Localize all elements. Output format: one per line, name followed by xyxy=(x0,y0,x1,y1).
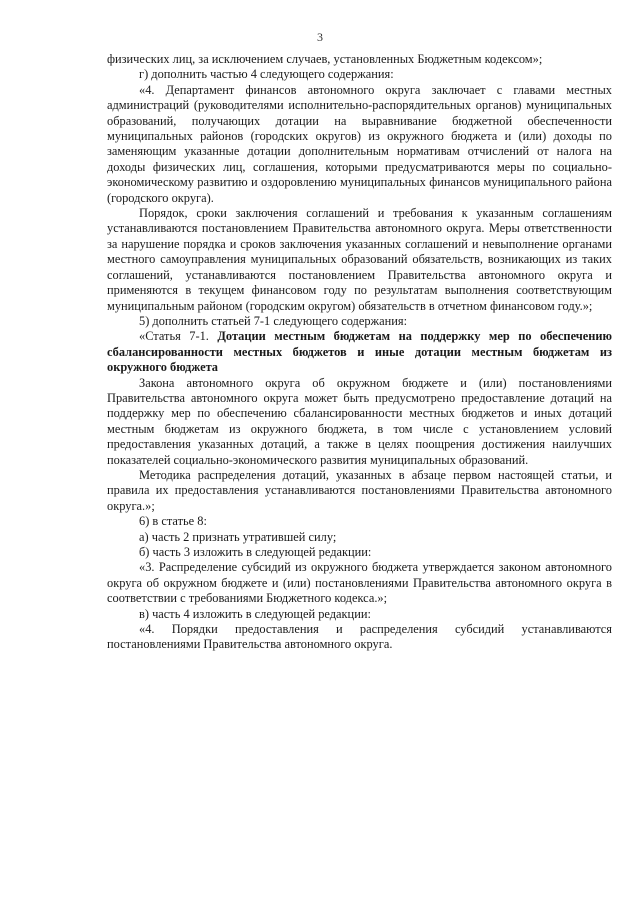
paragraph: б) часть 3 изложить в следующей редакции: xyxy=(139,545,372,559)
paragraph: в) часть 4 изложить в следующей редакции: xyxy=(139,606,371,621)
paragraph: г) дополнить частью 4 следующего содержания: xyxy=(139,67,394,82)
document-body xyxy=(107,52,612,653)
paragraph: 5) дополнить статьей 7-1 следующего содержания: xyxy=(139,313,408,328)
paragraph: «4. Порядки предоставления и распределения субсидий устанавливаются постановлениями Правительства автономного округа. xyxy=(107,622,612,652)
article-prefix: «Статья 7-1. xyxy=(139,329,218,344)
paragraph: «3. Распределение субсидий из окружного бюджета утверждается законом автономного округа об окружном бюджете и (или) постановлениями Правительства автономного округа в соответствии с требованиями Бюджетного кодекса.»; xyxy=(107,560,612,606)
page-number: 3 xyxy=(317,30,323,44)
paragraph: «4. Департамент финансов автономного округа заключает с главами местных администраций (руководителями исполнительно-распорядительных органов) муниципальных образований, получающих дотации на выравнивание бюджетной обеспеченности муниципальных районов (городских округов) из окружного бюджета и (или) доходы по заменяющим указанные дотации дополнительным нормативам отчислений от налога на доходы физических лиц, соглашения, которыми предусматриваются меры по социально-экономическому развитию и оздоровлению муниципальных финансов муниципального района (городского округа). xyxy=(107,82,612,205)
paragraph: Порядок, сроки заключения соглашений и требования к указанным соглашениям устанавливаются постановлением Правительства автономного округа. Меры ответственности за нарушение порядка и сроков заключения указанных соглашений и невыполнение органами местного самоуправления муниципальных образований обязательств, возникающих из таких соглашений, устанавливаются постановлением Правительства автономного округа и применяются в текущем финансовом году по результатам выполнения соответствующим муниципальным районом (городским округом) обязательств в отчетном финансовом году.»; xyxy=(107,206,612,313)
article-title: Дотации местным бюджетам на поддержку мер по обеспечению сбалансированности местных бюджетов и иные дотации местным бюджетам из окружного бюджета xyxy=(107,329,612,375)
article-heading xyxy=(107,329,612,375)
paragraph: Методика распределения дотаций, указанных в абзаце первом настоящей статьи, и правила их предоставления устанавливаются постановлениями Правительства автономного округа.»; xyxy=(107,467,612,513)
paragraph: 6) в статье 8: xyxy=(139,514,207,529)
paragraph: физических лиц, за исключением случаев, установленных Бюджетным кодексом»; xyxy=(107,52,543,66)
paragraph: а) часть 2 признать утратившей силу; xyxy=(139,529,337,544)
paragraph: Закона автономного округа об окружном бюджете и (или) постановлениями Правительства автономного округа может быть предусмотрено предоставление дотаций на поддержку мер по обеспечению сбалансированности местных бюджетов и иных дотаций местным бюджетам из окружного бюджета, в том числе с установлением условий предоставления указанных дотаций, а также в целях поощрения достижения наилучших показателей социально-экономического развития муниципальных образований. xyxy=(107,375,612,467)
